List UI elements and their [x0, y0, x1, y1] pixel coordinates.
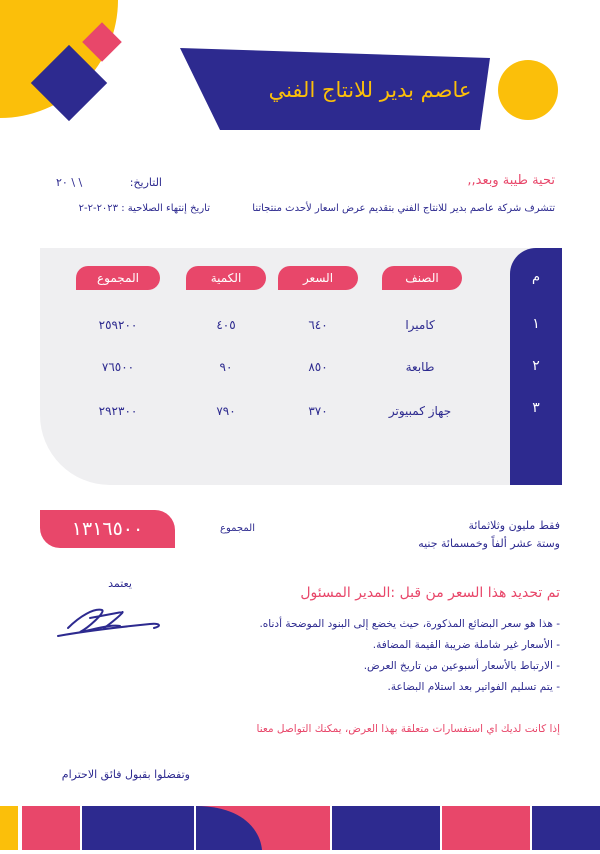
expiry-date — [40, 203, 210, 214]
row-item: كاميرا — [405, 318, 435, 332]
row-price: ٨٥٠ — [308, 360, 328, 374]
items-table — [40, 248, 562, 485]
row-index: ٣ — [532, 400, 540, 416]
terms-title: تم تحديد هذا السعر من قبل :المدير المسئول — [300, 585, 560, 601]
row-item: جهاز كمبيوتر — [388, 404, 452, 418]
signature-image — [50, 598, 170, 648]
row-qty: ٧٩٠ — [216, 404, 236, 418]
terms-list — [190, 614, 560, 698]
total-label: المجموع — [220, 523, 255, 534]
total-amount: ١٣١٦٥٠٠ — [40, 510, 175, 548]
row-qty: ٤٠٥ — [216, 318, 236, 332]
row-index: ٢ — [532, 358, 540, 374]
row-index: ١ — [532, 316, 540, 332]
date-label: التاريخ: — [129, 176, 162, 189]
date-value: ٢٠ \ \ — [56, 176, 83, 189]
row-price: ٣٧٠ — [308, 404, 328, 418]
terms-item: - الأسعار غير شاملة ضريبة القيمة المضافة. — [372, 639, 560, 651]
expiry-value: ٢٠٢٣-٢-٢ — [78, 203, 119, 214]
total-words-line-1: فقط مليون وثلاثمائة — [468, 519, 560, 532]
header-qty: الكمية — [186, 266, 266, 290]
header-index: م — [531, 270, 541, 285]
terms-item: - يتم تسليم الفواتير بعد استلام البضاعة. — [387, 681, 560, 693]
total-words-line-2: وستة عشر ألفاً وخمسمائة جنيه — [418, 537, 560, 550]
greeting: تحية طيبة وبعد,, — [467, 173, 555, 188]
approval-label: يعتمد — [108, 577, 132, 590]
header-item: الصنف — [382, 266, 462, 290]
header-price: السعر — [278, 266, 358, 290]
row-total: ٢٩٢٣٠٠ — [98, 404, 138, 418]
total-in-words — [330, 517, 560, 553]
row-item: طابعة — [405, 360, 435, 374]
header-total: المجموع — [76, 266, 160, 290]
contact-note: إذا كانت لديك اي استفسارات متعلقة بهذا العرض، يمكنك التواصل معنا — [256, 723, 560, 735]
terms-item: - هذا هو سعر البضائع المذكورة، حيث يخضع إلى البنود الموضحة أدناه. — [259, 618, 560, 630]
row-total: ٧٦٥٠٠ — [101, 360, 135, 374]
closing-line: وتفضلوا بقبول فائق الاحترام — [61, 768, 190, 781]
footer-decoration — [0, 800, 600, 850]
expiry-label: تاريخ إنتهاء الصلاحية : — [121, 203, 210, 214]
row-qty: ٩٠ — [219, 360, 233, 374]
terms-item: - الارتباط بالأسعار أسبوعين من تاريخ العرض. — [363, 660, 560, 672]
row-total: ٢٥٩٢٠٠ — [98, 318, 138, 332]
company-name: عاصم بدير للانتاج الفني — [268, 78, 472, 102]
intro-text: تتشرف شركة عاصم بدير للانتاج الفني بتقديم عرض اسعار لأحدث منتجاتنا — [252, 203, 555, 214]
corner-decoration — [0, 0, 140, 140]
row-price: ٦٤٠ — [308, 318, 328, 332]
